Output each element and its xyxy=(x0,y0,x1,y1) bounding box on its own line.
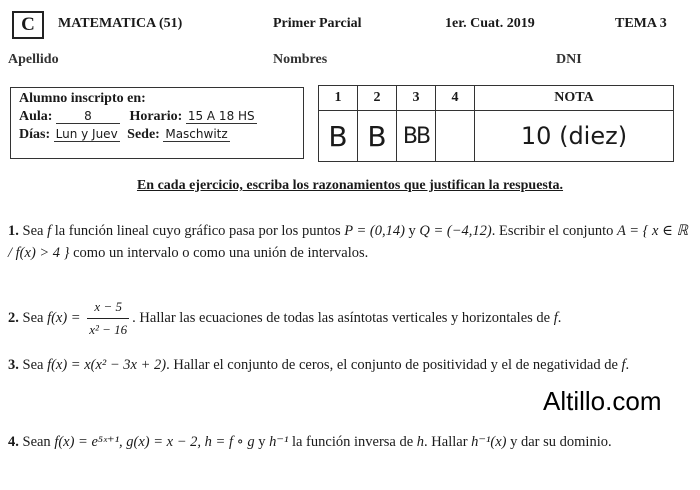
q4-func-g: g(x) = x − 2, xyxy=(126,434,202,450)
question-3 xyxy=(8,354,692,376)
q1-text-i: como un intervalo o como una unión de intervalos. xyxy=(73,245,369,261)
q2-fraction xyxy=(87,296,129,341)
topic-label: TEMA 3 xyxy=(615,16,667,31)
classroom-value: 8 xyxy=(56,110,120,124)
grade-value-2: B xyxy=(358,111,397,162)
period-label: 1er. Cuat. 2019 xyxy=(445,16,535,31)
grade-value-total: 10 (diez) xyxy=(475,111,674,162)
q4-h-inverse: h⁻¹ xyxy=(269,434,289,450)
id-label: DNI xyxy=(556,52,582,67)
question-2-number: 2. xyxy=(8,309,19,326)
q1-text-g: . Escribir el conjunto xyxy=(491,223,614,239)
question-1 xyxy=(8,220,692,264)
q4-text-e: y xyxy=(258,434,266,450)
grade-value-4 xyxy=(436,111,475,162)
q1-func-f: f xyxy=(47,223,52,239)
q1-set-a: A = { x ∈ ℝ / f(x) > 4 } xyxy=(8,223,688,261)
days-row xyxy=(19,127,230,143)
q4-func-h: h = f ∘ g xyxy=(204,434,255,450)
q4-text-k: y dar su dominio. xyxy=(510,434,612,450)
q2-func-lhs: f(x) = xyxy=(47,309,81,326)
q4-func-f: f(x) = e⁵ˣ⁺¹, xyxy=(54,434,123,450)
classroom-row xyxy=(19,109,257,125)
grade-header-2: 2 xyxy=(358,86,397,111)
campus-value: Maschwitz xyxy=(165,127,228,141)
days-value: Lun y Juev xyxy=(55,127,118,141)
grade-value-1: B xyxy=(319,111,358,162)
schedule-label: Horario: xyxy=(129,109,183,124)
campus-label: Sede: xyxy=(127,127,160,142)
watermark: Altillo.com xyxy=(543,386,662,416)
grade-header-1: 1 xyxy=(319,86,358,111)
grade-header-total: NOTA xyxy=(475,86,674,111)
days-label: Días: xyxy=(19,127,51,142)
q1-point-p: P = (0,14) xyxy=(344,223,405,239)
subject-title: MATEMATICA (51) xyxy=(58,16,183,31)
q2-text-e: . xyxy=(557,309,562,326)
grades-header-row xyxy=(319,86,674,111)
names-label: Nombres xyxy=(273,52,328,67)
q4-text-a: Sean xyxy=(22,434,51,450)
question-4 xyxy=(8,427,692,457)
q3-func-f: f xyxy=(621,357,626,373)
q4-text-i: . Hallar xyxy=(424,434,468,450)
q2-text-a: Sea xyxy=(22,309,44,326)
grade-header-3: 3 xyxy=(397,86,436,111)
q1-point-q: Q = (−4,12) xyxy=(419,223,492,239)
grades-value-row xyxy=(319,111,674,162)
q3-text-c: . Hallar el conjunto de ceros, el conjunto de positividad y el de negatividad de xyxy=(166,357,618,373)
q3-func-def: f(x) = x(x² − 3x + 2) xyxy=(47,357,167,373)
classroom-label: Aula: xyxy=(19,109,53,124)
q3-text-e: . xyxy=(625,357,630,373)
q1-text-a: Sea xyxy=(22,223,44,239)
q4-text-g: la función inversa de xyxy=(291,434,414,450)
q1-text-e: y xyxy=(408,223,416,239)
grades-table xyxy=(318,85,674,162)
grade-header-4: 4 xyxy=(436,86,475,111)
q4-h: h xyxy=(416,434,425,450)
q2-numerator: x − 5 xyxy=(87,296,129,319)
question-1-number: 1. xyxy=(8,223,19,239)
student-enrollment-box xyxy=(10,87,304,159)
question-3-number: 3. xyxy=(8,357,19,373)
question-4-number: 4. xyxy=(8,434,19,450)
schedule-value: 15 A 18 HS xyxy=(187,109,255,123)
q2-func-f: f xyxy=(553,309,558,326)
grade-value-3: BB xyxy=(397,111,436,162)
version-box: C xyxy=(12,11,44,39)
exam-title: Primer Parcial xyxy=(273,16,362,31)
q2-text-c: . Hallar las ecuaciones de todas las asíntotas verticales y horizontales de xyxy=(132,309,551,326)
q3-text-a: Sea xyxy=(22,357,44,373)
instructions: En cada ejercicio, escriba los razonamientos que justifican la respuesta. xyxy=(136,178,564,193)
enrollment-title: Alumno inscripto en: xyxy=(19,91,146,106)
q4-h-inverse-x: h⁻¹(x) xyxy=(471,434,507,450)
question-2 xyxy=(8,296,692,341)
q1-text-c: la función lineal cuyo gráfico pasa por los puntos xyxy=(54,223,341,239)
q2-denominator: x² − 16 xyxy=(89,322,128,337)
surname-label: Apellido xyxy=(8,52,59,67)
